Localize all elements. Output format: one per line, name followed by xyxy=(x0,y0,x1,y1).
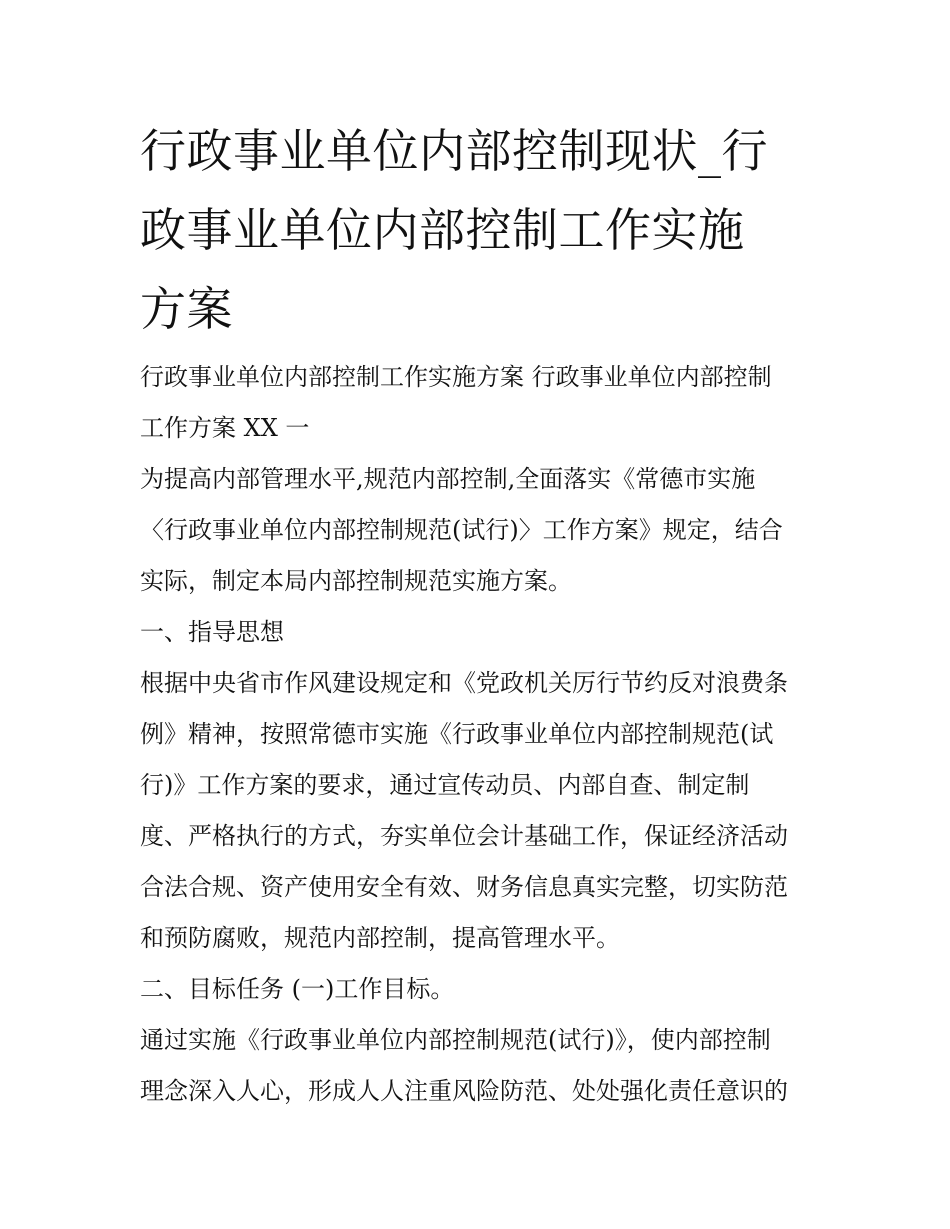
title-line: 政事业单位内部控制工作实施 xyxy=(140,203,745,257)
body-line: 和预防腐败，规范内部控制，提高管理水平。 xyxy=(140,924,620,952)
body-line: 合法合规、资产使用安全有效、财务信息真实完整，切实防范 xyxy=(140,873,788,901)
body-line: 根据中央省市作风建设规定和《党政机关厉行节约反对浪费条 xyxy=(140,669,788,697)
document-body xyxy=(140,352,830,1117)
body-line: 例》精神，按照常德市实施《行政事业单位内部控制规范(试 xyxy=(140,720,774,748)
body-line: 理念深入人心，形成人人注重风险防范、处处强化责任意识的 xyxy=(140,1077,788,1105)
body-line: 度、严格执行的方式，夯实单位会计基础工作，保证经济活动 xyxy=(140,822,788,850)
title-line: 方案 xyxy=(140,282,233,336)
document-title xyxy=(140,112,820,349)
body-line: 通过实施《行政事业单位内部控制规范(试行)》，使内部控制 xyxy=(140,1026,771,1054)
body-line: 〈行政事业单位内部控制规范(试行)〉工作方案》规定，结合 xyxy=(140,516,783,544)
body-line: 工作方案 XX 一 xyxy=(140,414,310,442)
section-heading: 一、指导思想 xyxy=(140,618,284,646)
body-line: 行政事业单位内部控制工作实施方案 行政事业单位内部控制 xyxy=(140,363,772,391)
body-line: 实际，制定本局内部控制规范实施方案。 xyxy=(140,567,572,595)
title-line: 行政事业单位内部控制现状_行 xyxy=(140,124,768,178)
section-heading: 二、目标任务 (一)工作目标。 xyxy=(140,975,455,1003)
body-line: 行)》工作方案的要求，通过宣传动员、内部自查、制定制 xyxy=(140,771,750,799)
body-line: 为提高内部管理水平,规范内部控制,全面落实《常德市实施 xyxy=(140,465,756,493)
